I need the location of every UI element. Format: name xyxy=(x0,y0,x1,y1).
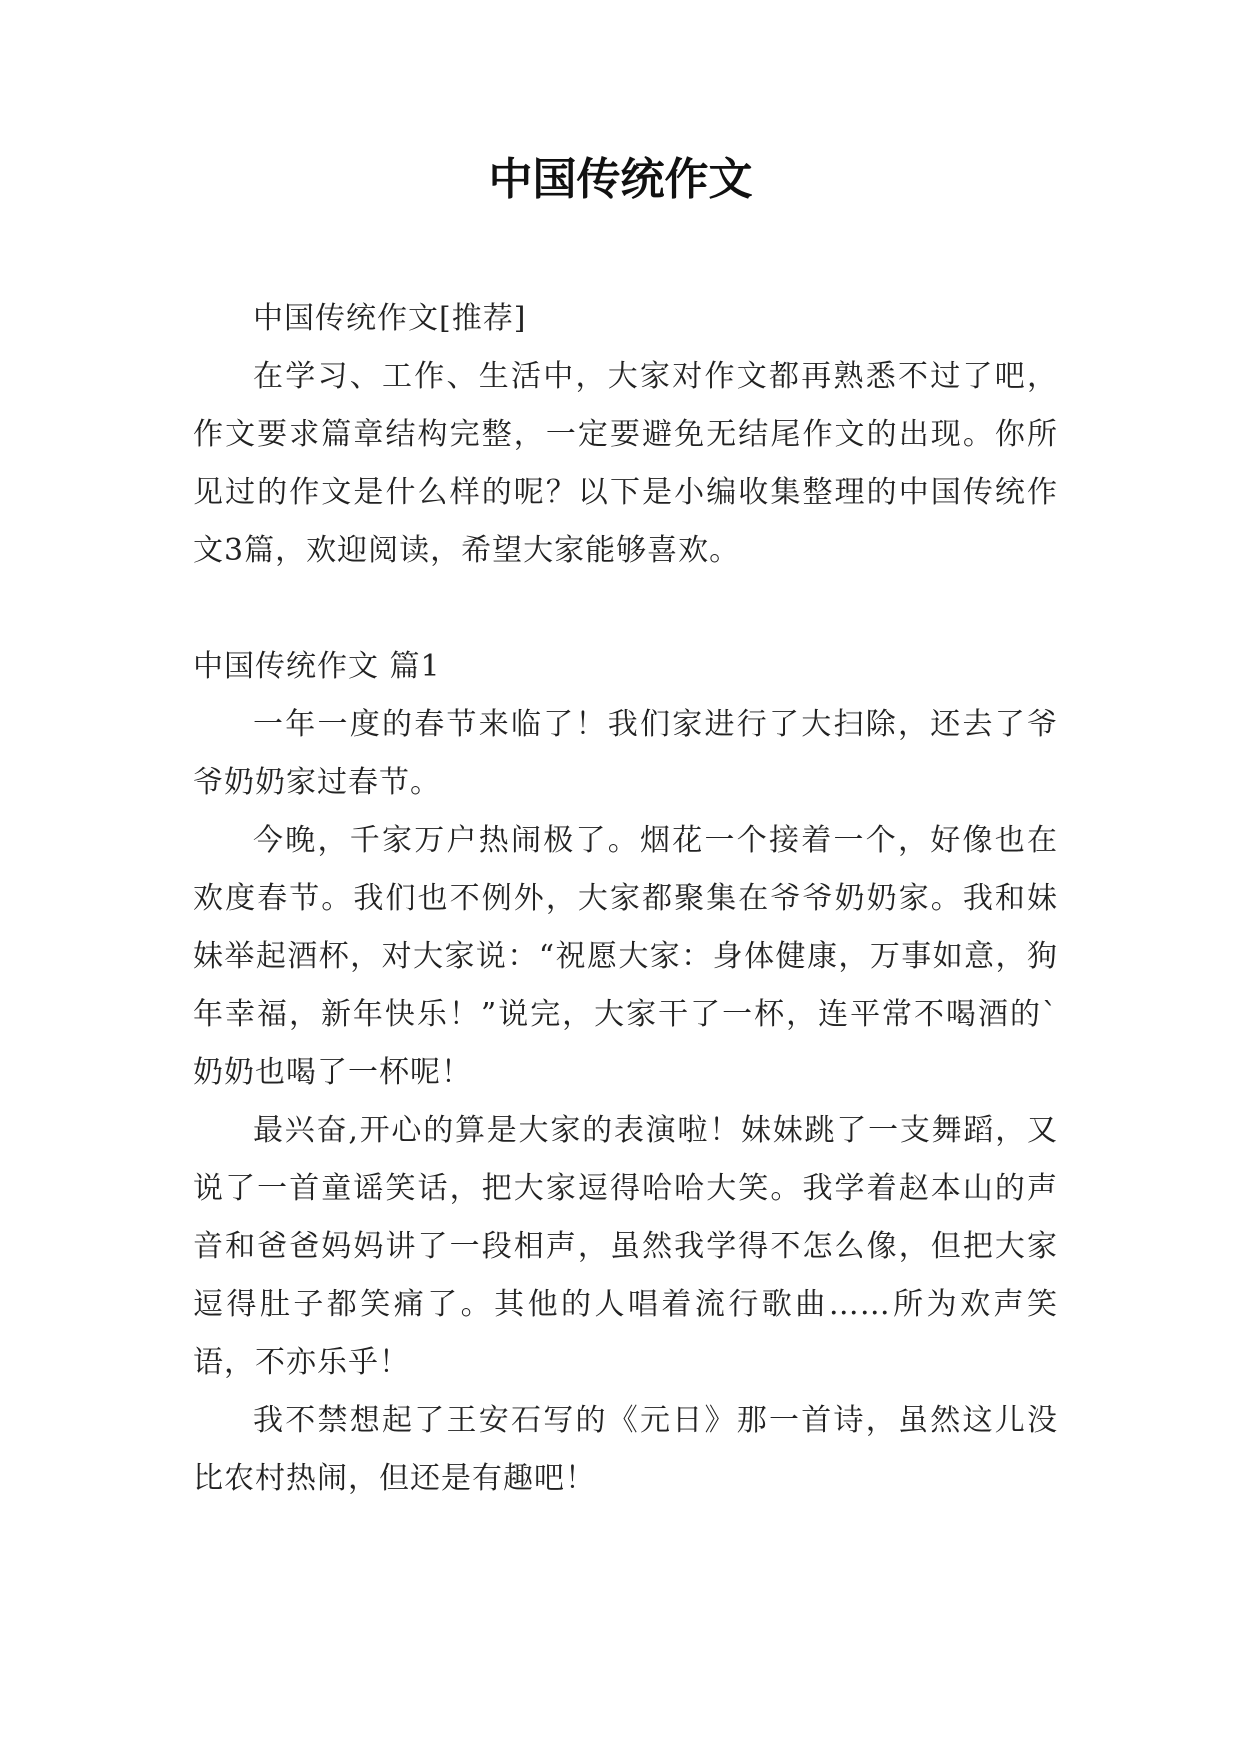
intro-paragraph: 在学习、工作、生活中，大家对作文都再熟悉不过了吧，作文要求篇章结构完整，一定要避免无结尾作文的出现。你所见过的作文是什么样的呢？以下是小编收集整理的中国传统作文3篇，欢迎阅读，希望大家能够喜欢。 xyxy=(193,359,1058,568)
body-paragraph: 今晚，千家万户热闹极了。烟花一个接着一个，好像也在欢度春节。我们也不例外，大家都聚集在爷爷奶奶家。我和妹妹举起酒杯，对大家说：“祝愿大家：身体健康，万事如意，狗年幸福，新年快乐！”说完，大家干了一杯，连平常不喝酒的`奶奶也喝了一杯呢！ xyxy=(193,823,1058,1090)
section-heading: 中国传统作文 篇1 xyxy=(193,649,441,684)
body-paragraph: 我不禁想起了王安石写的《元日》那一首诗，虽然这儿没比农村热闹，但还是有趣吧！ xyxy=(193,1403,1058,1496)
document-subtitle: 中国传统作文[推荐] xyxy=(253,301,527,336)
body-paragraph: 一年一度的春节来临了！我们家进行了大扫除，还去了爷爷奶奶家过春节。 xyxy=(193,707,1058,800)
body-paragraph: 最兴奋,开心的算是大家的表演啦！妹妹跳了一支舞蹈，又说了一首童谣笑话，把大家逗得哈哈大笑。我学着赵本山的声音和爸爸妈妈讲了一段相声，虽然我学得不怎么像，但把大家逗得肚子都笑痛了。其他的人唱着流行歌曲……所为欢声笑语，不亦乐乎！ xyxy=(193,1113,1058,1380)
document-title: 中国传统作文 xyxy=(488,154,753,205)
document-body xyxy=(193,290,1058,1508)
